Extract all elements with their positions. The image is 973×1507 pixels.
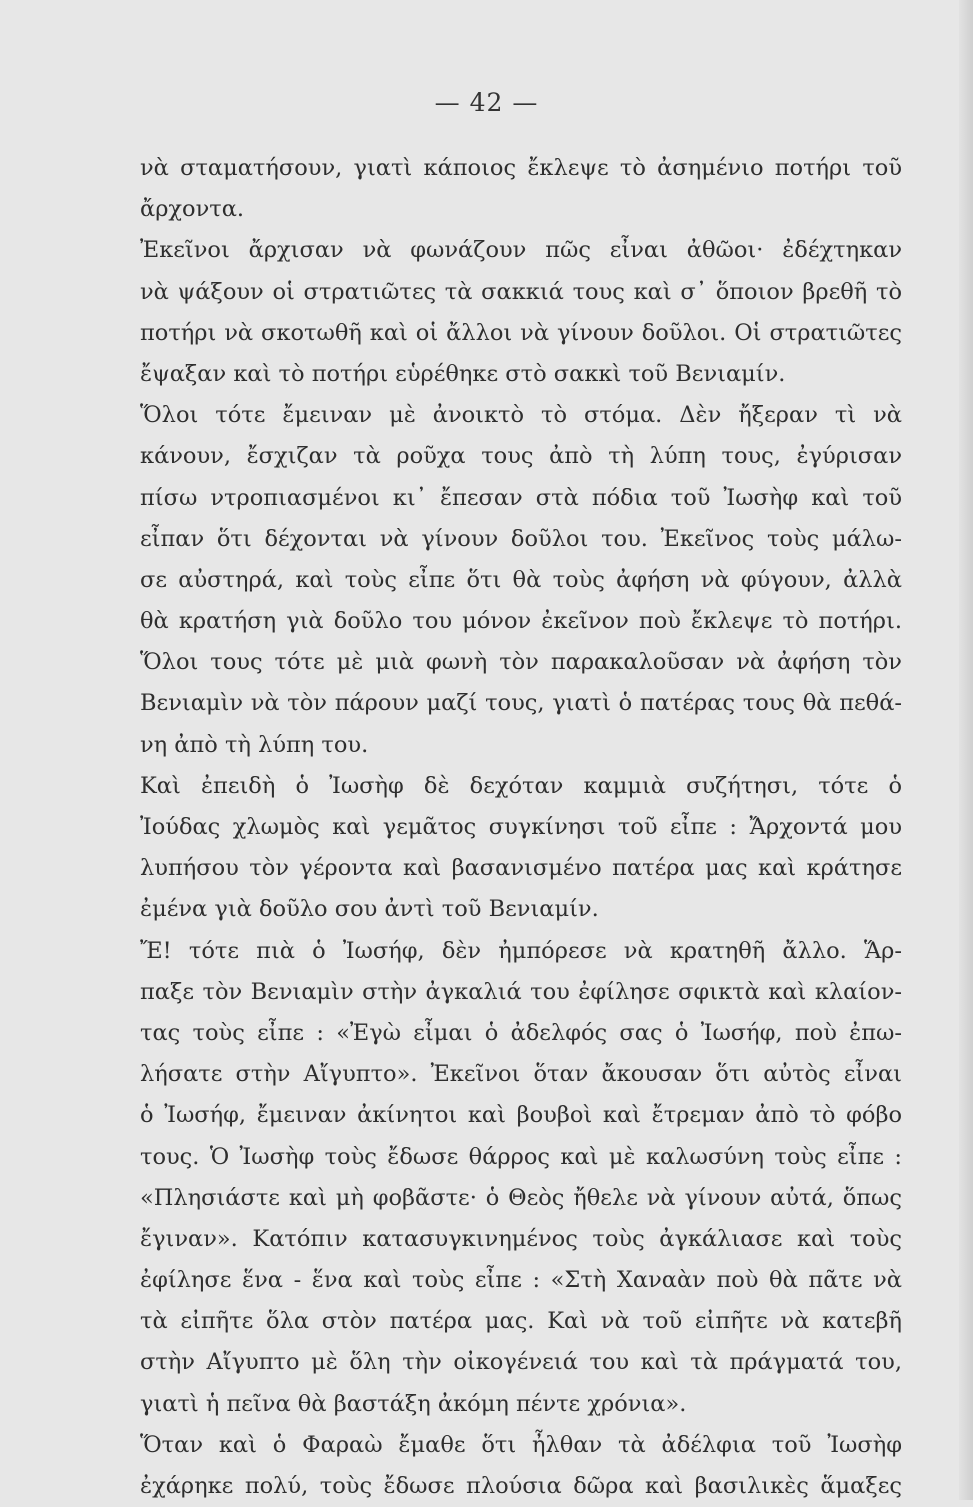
body-text	[140, 148, 902, 1507]
text-line: σε αὐστηρά, καὶ τοὺς εἶπε ὅτι θὰ τοὺς ἀφήση νὰ φύγουν, ἀλλὰ	[140, 566, 902, 593]
text-line: ἔγιναν». Κατόπιν κατασυγκινημένος τοὺς ἀγκάλιασε καὶ τοὺς	[140, 1225, 902, 1252]
text-line: πίσω ντροπιασμένοι κι᾽ ἔπεσαν στὰ πόδια τοῦ Ἰωσὴφ καὶ τοῦ	[140, 484, 902, 511]
text-line: λήσατε στὴν Αἴγυπτο». Ἐκεῖνοι ὅταν ἄκουσαν ὅτι αὐτὸς εἶναι	[140, 1061, 902, 1088]
text-line: παξε τὸν Βενιαμὶν στὴν ἀγκαλιά του ἐφίλησε σφικτὰ καὶ κλαίον-	[140, 978, 902, 1005]
text-line: Βενιαμὶν νὰ τὸν πάρουν μαζί τους, γιατὶ ὁ πατέρας τους θὰ πεθά-	[140, 690, 902, 717]
page-number: — 42 —	[434, 88, 539, 117]
text-line: τας τοὺς εἶπε : «Ἐγὼ εἶμαι ὁ ἀδελφός σας ὁ Ἰωσήφ, ποὺ ἐπω-	[140, 1019, 902, 1046]
text-line: θὰ κρατήση γιὰ δοῦλο του μόνον ἐκεῖνον ποὺ ἔκλεψε τὸ ποτήρι.	[140, 608, 902, 635]
text-line: «Πλησιάστε καὶ μὴ φοβᾶστε· ὁ Θεὸς ἤθελε νὰ γίνουν αὐτά, ὅπως	[140, 1184, 902, 1211]
text-line: ποτήρι νὰ σκοτωθῆ καὶ οἱ ἄλλοι νὰ γίνουν δοῦλοι. Οἱ στρατιῶτες	[140, 319, 902, 346]
text-line: Ἰούδας χλωμὸς καὶ γεμᾶτος συγκίνησι τοῦ εἶπε : Ἄρχοντά μου	[140, 814, 902, 840]
text-line: ἔψαξαν καὶ τὸ ποτήρι εὑρέθηκε στὸ σακκὶ τοῦ Βενιαμίν.	[140, 360, 786, 387]
text-line: γιατὶ ἡ πεῖνα θὰ βαστάξη ἀκόμη πέντε χρόνια».	[140, 1390, 687, 1417]
text-line: νὰ σταματήσουν, γιατὶ κάποιος ἔκλεψε τὸ ἀσημένιο ποτήρι τοῦ	[140, 155, 902, 181]
text-line: λυπήσου τὸν γέροντα καὶ βασανισμένο πατέρα μας καὶ κράτησε	[140, 855, 902, 882]
page-edge-shadow	[959, 0, 973, 1500]
text-line: Ἔ! τότε πιὰ ὁ Ἰωσήφ, δὲν ἠμπόρεσε νὰ κρατηθῆ ἄλλο. Ἅρ-	[140, 937, 902, 964]
text-line: ὁ Ἰωσήφ, ἔμειναν ἀκίνητοι καὶ βουβοὶ καὶ ἔτρεμαν ἀπὸ τὸ φόβο	[140, 1102, 902, 1129]
text-line: κάνουν, ἔσχιζαν τὰ ροῦχα τους ἀπὸ τὴ λύπη τους, ἐγύρισαν	[140, 443, 902, 470]
text-line: ἐχάρηκε πολύ, τοὺς ἔδωσε πλούσια δῶρα καὶ βασιλικὲς ἅμαξες	[140, 1473, 902, 1499]
text-line: Ὅλοι τους τότε μὲ μιὰ φωνὴ τὸν παρακαλοῦσαν νὰ ἀφήση τὸν	[140, 649, 902, 676]
text-line: νὰ ψάξουν οἱ στρατιῶτες τὰ σακκιά τους καὶ σ᾽ ὅποιον βρεθῆ τὸ	[140, 278, 902, 305]
text-line: ἐφίλησε ἕνα - ἕνα καὶ τοὺς εἶπε : «Στὴ Χαναὰν ποὺ θὰ πᾶτε νὰ	[140, 1267, 902, 1294]
text-line: Καὶ ἐπειδὴ ὁ Ἰωσὴφ δὲ δεχόταν καμμιὰ συζήτησι, τότε ὁ	[140, 772, 902, 799]
text-line: ἐμένα γιὰ δοῦλο σου ἀντὶ τοῦ Βενιαμίν.	[140, 896, 599, 923]
text-line: τὰ εἰπῆτε ὅλα στὸν πατέρα μας. Καὶ νὰ τοῦ εἰπῆτε νὰ κατεβῆ	[140, 1308, 902, 1335]
text-line: στὴν Αἴγυπτο μὲ ὅλη τὴν οἰκογένειά του καὶ τὰ πράγματά του,	[140, 1349, 902, 1376]
text-line: Ὅλοι τότε ἔμειναν μὲ ἀνοικτὸ τὸ στόμα. Δὲν ἤξεραν τὶ νὰ	[140, 402, 902, 429]
text-line: Ἐκεῖνοι ἄρχισαν νὰ φωνάζουν πῶς εἶναι ἀθῶοι· ἐδέχτηκαν	[140, 237, 902, 264]
text-line: Ὅταν καὶ ὁ Φαραὼ ἔμαθε ὅτι ἦλθαν τὰ ἀδέλφια τοῦ Ἰωσὴφ	[140, 1431, 902, 1458]
text-line: εἶπαν ὅτι δέχονται νὰ γίνουν δοῦλοι του. Ἐκεῖνος τοὺς μάλω-	[140, 525, 902, 552]
text-line: νη ἀπὸ τὴ λύπη του.	[140, 731, 369, 758]
text-line: τους. Ὁ Ἰωσὴφ τοὺς ἔδωσε θάρρος καὶ μὲ καλωσύνη τοὺς εἶπε :	[140, 1143, 902, 1170]
text-line: ἄρχοντα.	[140, 196, 245, 223]
